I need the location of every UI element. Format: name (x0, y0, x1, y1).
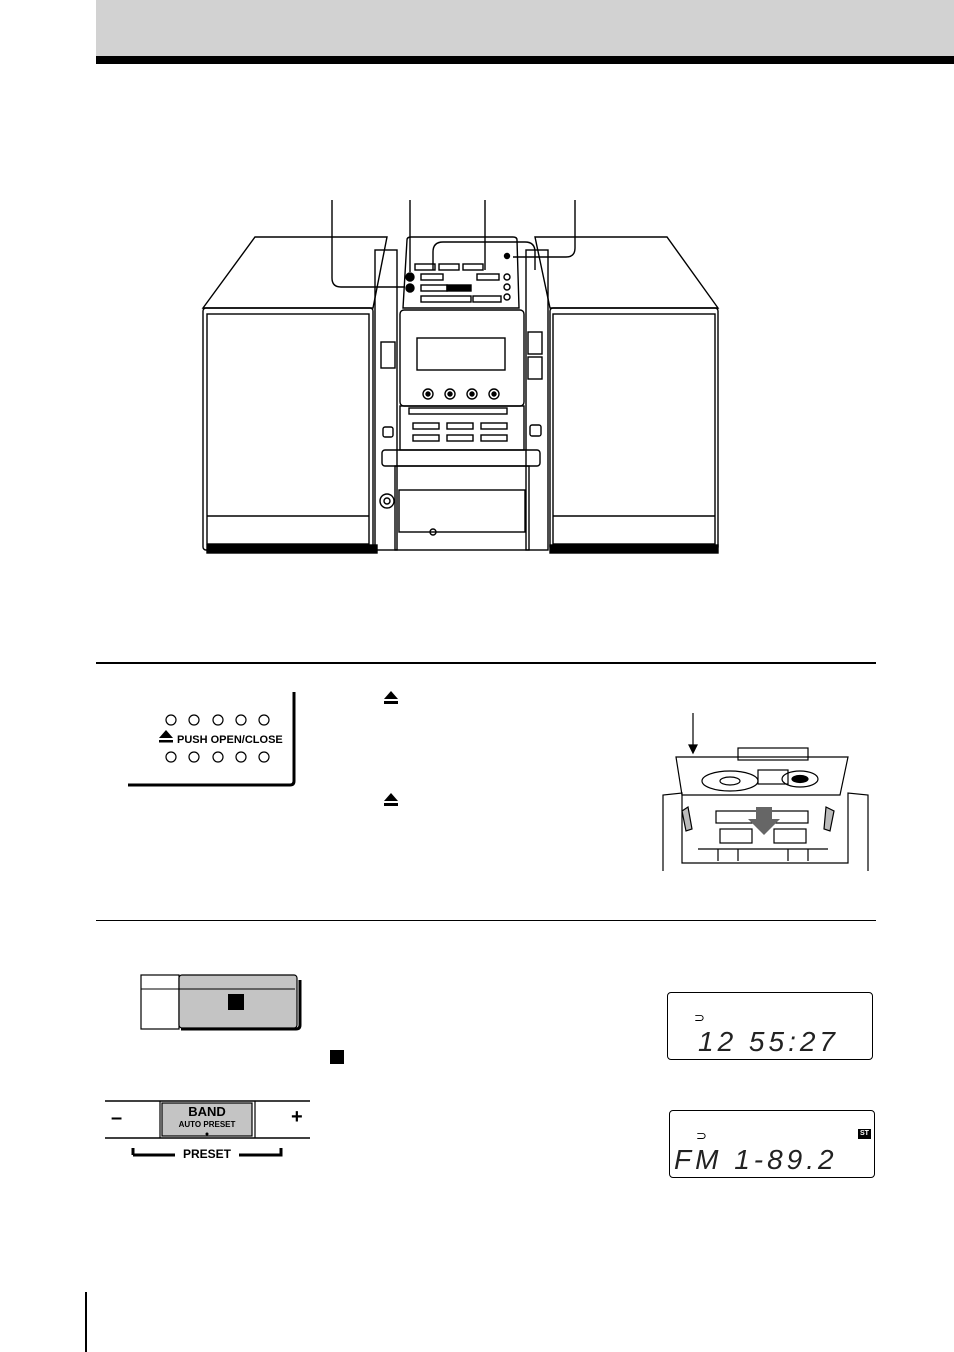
clock-display (667, 992, 873, 1060)
callout-line-4 (513, 200, 575, 257)
push-open-close-label: PUSH OPEN/CLOSE (177, 734, 283, 746)
eject-icon (382, 690, 402, 706)
stop-icon (330, 1050, 344, 1064)
auto-preset-label: AUTO PRESET (178, 1120, 236, 1129)
section-rule-middle (96, 920, 876, 921)
stereo-badge: ST (860, 1130, 869, 1137)
clock-readout: 12 55:27 (698, 1026, 839, 1057)
center-unit (382, 237, 540, 550)
stop-icon (228, 994, 244, 1010)
eject-icon (159, 730, 173, 743)
cassette-insertion-illustration (658, 713, 873, 873)
eject-panel-illustration (126, 690, 298, 790)
header-band (96, 0, 954, 56)
tuner-readout: FM 1-89.2 (674, 1144, 838, 1175)
tuner-display (669, 1110, 875, 1178)
repeat-indicator-icon: ⊃ (694, 1011, 705, 1026)
minus-button[interactable]: – (111, 1107, 123, 1129)
left-speaker (203, 237, 387, 553)
stereo-system-illustration (195, 190, 735, 570)
band-control (105, 1100, 310, 1162)
stop-button-illustration (140, 972, 302, 1034)
repeat-indicator-icon: ⊃ (696, 1129, 707, 1144)
right-speaker (535, 237, 718, 553)
band-button[interactable]: BAND (188, 1104, 226, 1119)
header-rule (96, 56, 954, 64)
margin-rule (85, 1292, 87, 1352)
plus-button[interactable]: + (291, 1106, 303, 1128)
callout-line-1 (332, 200, 405, 287)
preset-label: PRESET (182, 1147, 231, 1161)
eject-icon (382, 792, 402, 808)
section-rule-top (96, 662, 876, 664)
